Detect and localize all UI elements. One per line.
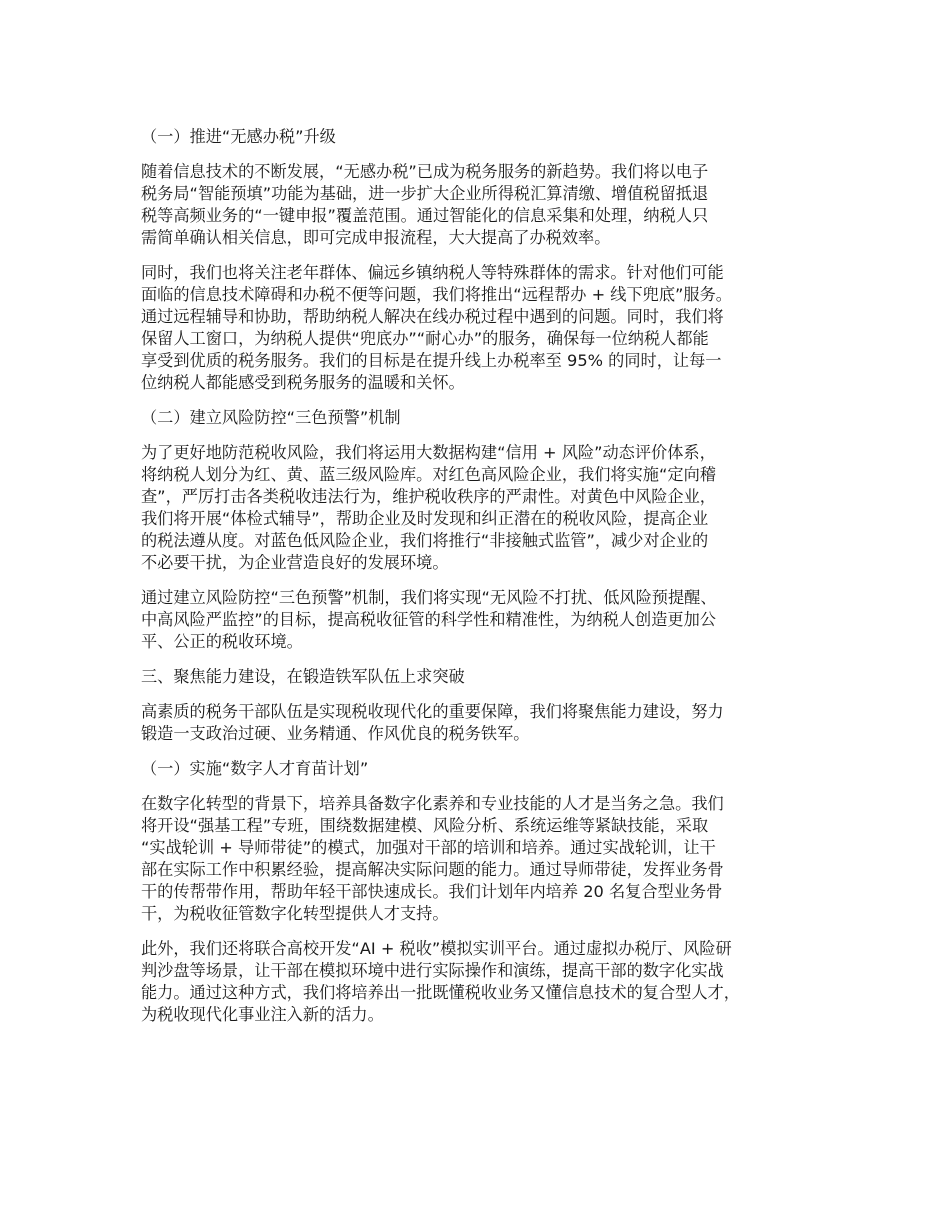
text-line: 的税法遵从度。对蓝色低风险企业，我们将推行“非接触式监管”，减少对企业的 [141, 531, 709, 550]
text-line: 税等高频业务的“一键申报”覆盖范围。通过智能化的信息采集和处理，纳税人只 [141, 206, 709, 225]
text-line: 判沙盘等场景，让干部在模拟环境中进行实际操作和演练，提高干部的数字化实战 [141, 961, 724, 980]
section-heading-three-color-warning [141, 407, 831, 429]
text-line: 中高风险严监控”的目标，提高税收征管的科学性和精准性，为纳税人创造更加公 [141, 610, 716, 629]
section-heading-capacity-building [141, 666, 831, 688]
section-heading-promote-seamless-tax [141, 126, 831, 148]
text-line: 干的传帮带作用，帮助年轻干部快速成长。我们计划年内培养 20 名复合型业务骨 [141, 882, 723, 901]
paragraph-special-groups [141, 262, 831, 394]
text-line: （一）推进“无感办税”升级 [141, 127, 336, 146]
text-line: 同时，我们也将关注老年群体、偏远乡镇纳税人等特殊群体的需求。针对他们可能 [141, 263, 724, 282]
text-line: 位纳税人都能感受到税务服务的温暖和关怀。 [141, 373, 465, 392]
paragraph-seamless-tax-trend [141, 161, 831, 249]
text-line: 我们将开展“体检式辅导”，帮助企业及时发现和纠正潜在的税收风险，提高企业 [141, 509, 709, 528]
text-line: 部在实际工作中积累经验，提高解决实际问题的能力。通过导师带徒，发挥业务骨 [141, 860, 724, 879]
text-line: 享受到优质的税务服务。我们的目标是在提升线上办税率至 95% 的同时，让每一 [141, 351, 722, 370]
text-line: 锻造一支政治过硬、业务精通、作风优良的税务铁军。 [141, 724, 530, 743]
text-line: （一）实施“数字人才育苗计划” [141, 759, 369, 778]
text-line: 保留人工窗口，为纳税人提供“兜底办”“耐心办”的服务，确保每一位纳税人都能 [141, 329, 709, 348]
section-heading-digital-talent-plan [141, 758, 831, 780]
text-line: 干，为税收征管数字化转型提供人才支持。 [141, 904, 449, 923]
text-line: 三、聚焦能力建设，在锻造铁军队伍上求突破 [141, 667, 465, 686]
paragraph-ai-training-platform [141, 938, 831, 1026]
text-line: 将开设“强基工程”专班，围绕数据建模、风险分析、系统运维等紧缺技能，采取 [141, 816, 709, 835]
text-line: 税务局“智能预填”功能为基础，进一步扩大企业所得税汇算清缴、增值税留抵退 [141, 184, 709, 203]
text-line: 面临的信息技术障碍和办税不便等问题，我们将推出“远程帮办 + 线下兜底”服务。 [141, 285, 732, 304]
text-line: 此外，我们还将联合高校开发“AI + 税收”模拟实训平台。通过虚拟办税厅、风险研 [141, 939, 732, 958]
text-line: 随着信息技术的不断发展，“无感办税”已成为税务服务的新趋势。我们将以电子 [141, 162, 709, 181]
text-line: 为税收现代化事业注入新的活力。 [141, 1005, 384, 1024]
text-line: 高素质的税务干部队伍是实现税收现代化的重要保障，我们将聚焦能力建设，努力 [141, 702, 724, 721]
text-line: “实战轮训 + 导师带徒”的模式，加强对干部的培训和培养。通过实战轮训，让干 [141, 838, 716, 857]
text-line: 能力。通过这种方式，我们将培养出一批既懂税收业务又懂信息技术的复合型人才， [141, 983, 740, 1002]
text-line: 通过建立风险防控“三色预警”机制，我们将实现“无风险不打扰、低风险预提醒、 [141, 588, 717, 607]
text-line: 在数字化转型的背景下，培养具备数字化素养和专业技能的人才是当务之急。我们 [141, 794, 724, 813]
text-line: 查”，严厉打击各类税收违法行为，维护税收秩序的严肃性。对黄色中风险企业， [141, 487, 716, 506]
document-body [141, 126, 831, 1039]
text-line: 平、公正的税收环境。 [141, 632, 303, 651]
paragraph-cadre-team [141, 701, 831, 745]
text-line: （二）建立风险防控“三色预警”机制 [141, 408, 401, 427]
text-line: 为了更好地防范税收风险，我们将运用大数据构建“信用 + 风险”动态评价体系， [141, 443, 716, 462]
text-line: 将纳税人划分为红、黄、蓝三级风险库。对红色高风险企业，我们将实施“定向稽 [141, 465, 716, 484]
paragraph-digital-talent [141, 793, 831, 925]
text-line: 不必要干扰，为企业营造良好的发展环境。 [141, 553, 449, 572]
text-line: 需简单确认相关信息，即可完成申报流程，大大提高了办税效率。 [141, 228, 611, 247]
text-line: 通过远程辅导和协助，帮助纳税人解决在线办税过程中遇到的问题。同时，我们将 [141, 307, 724, 326]
paragraph-risk-tiers [141, 442, 831, 574]
paragraph-warning-goals [141, 587, 831, 653]
